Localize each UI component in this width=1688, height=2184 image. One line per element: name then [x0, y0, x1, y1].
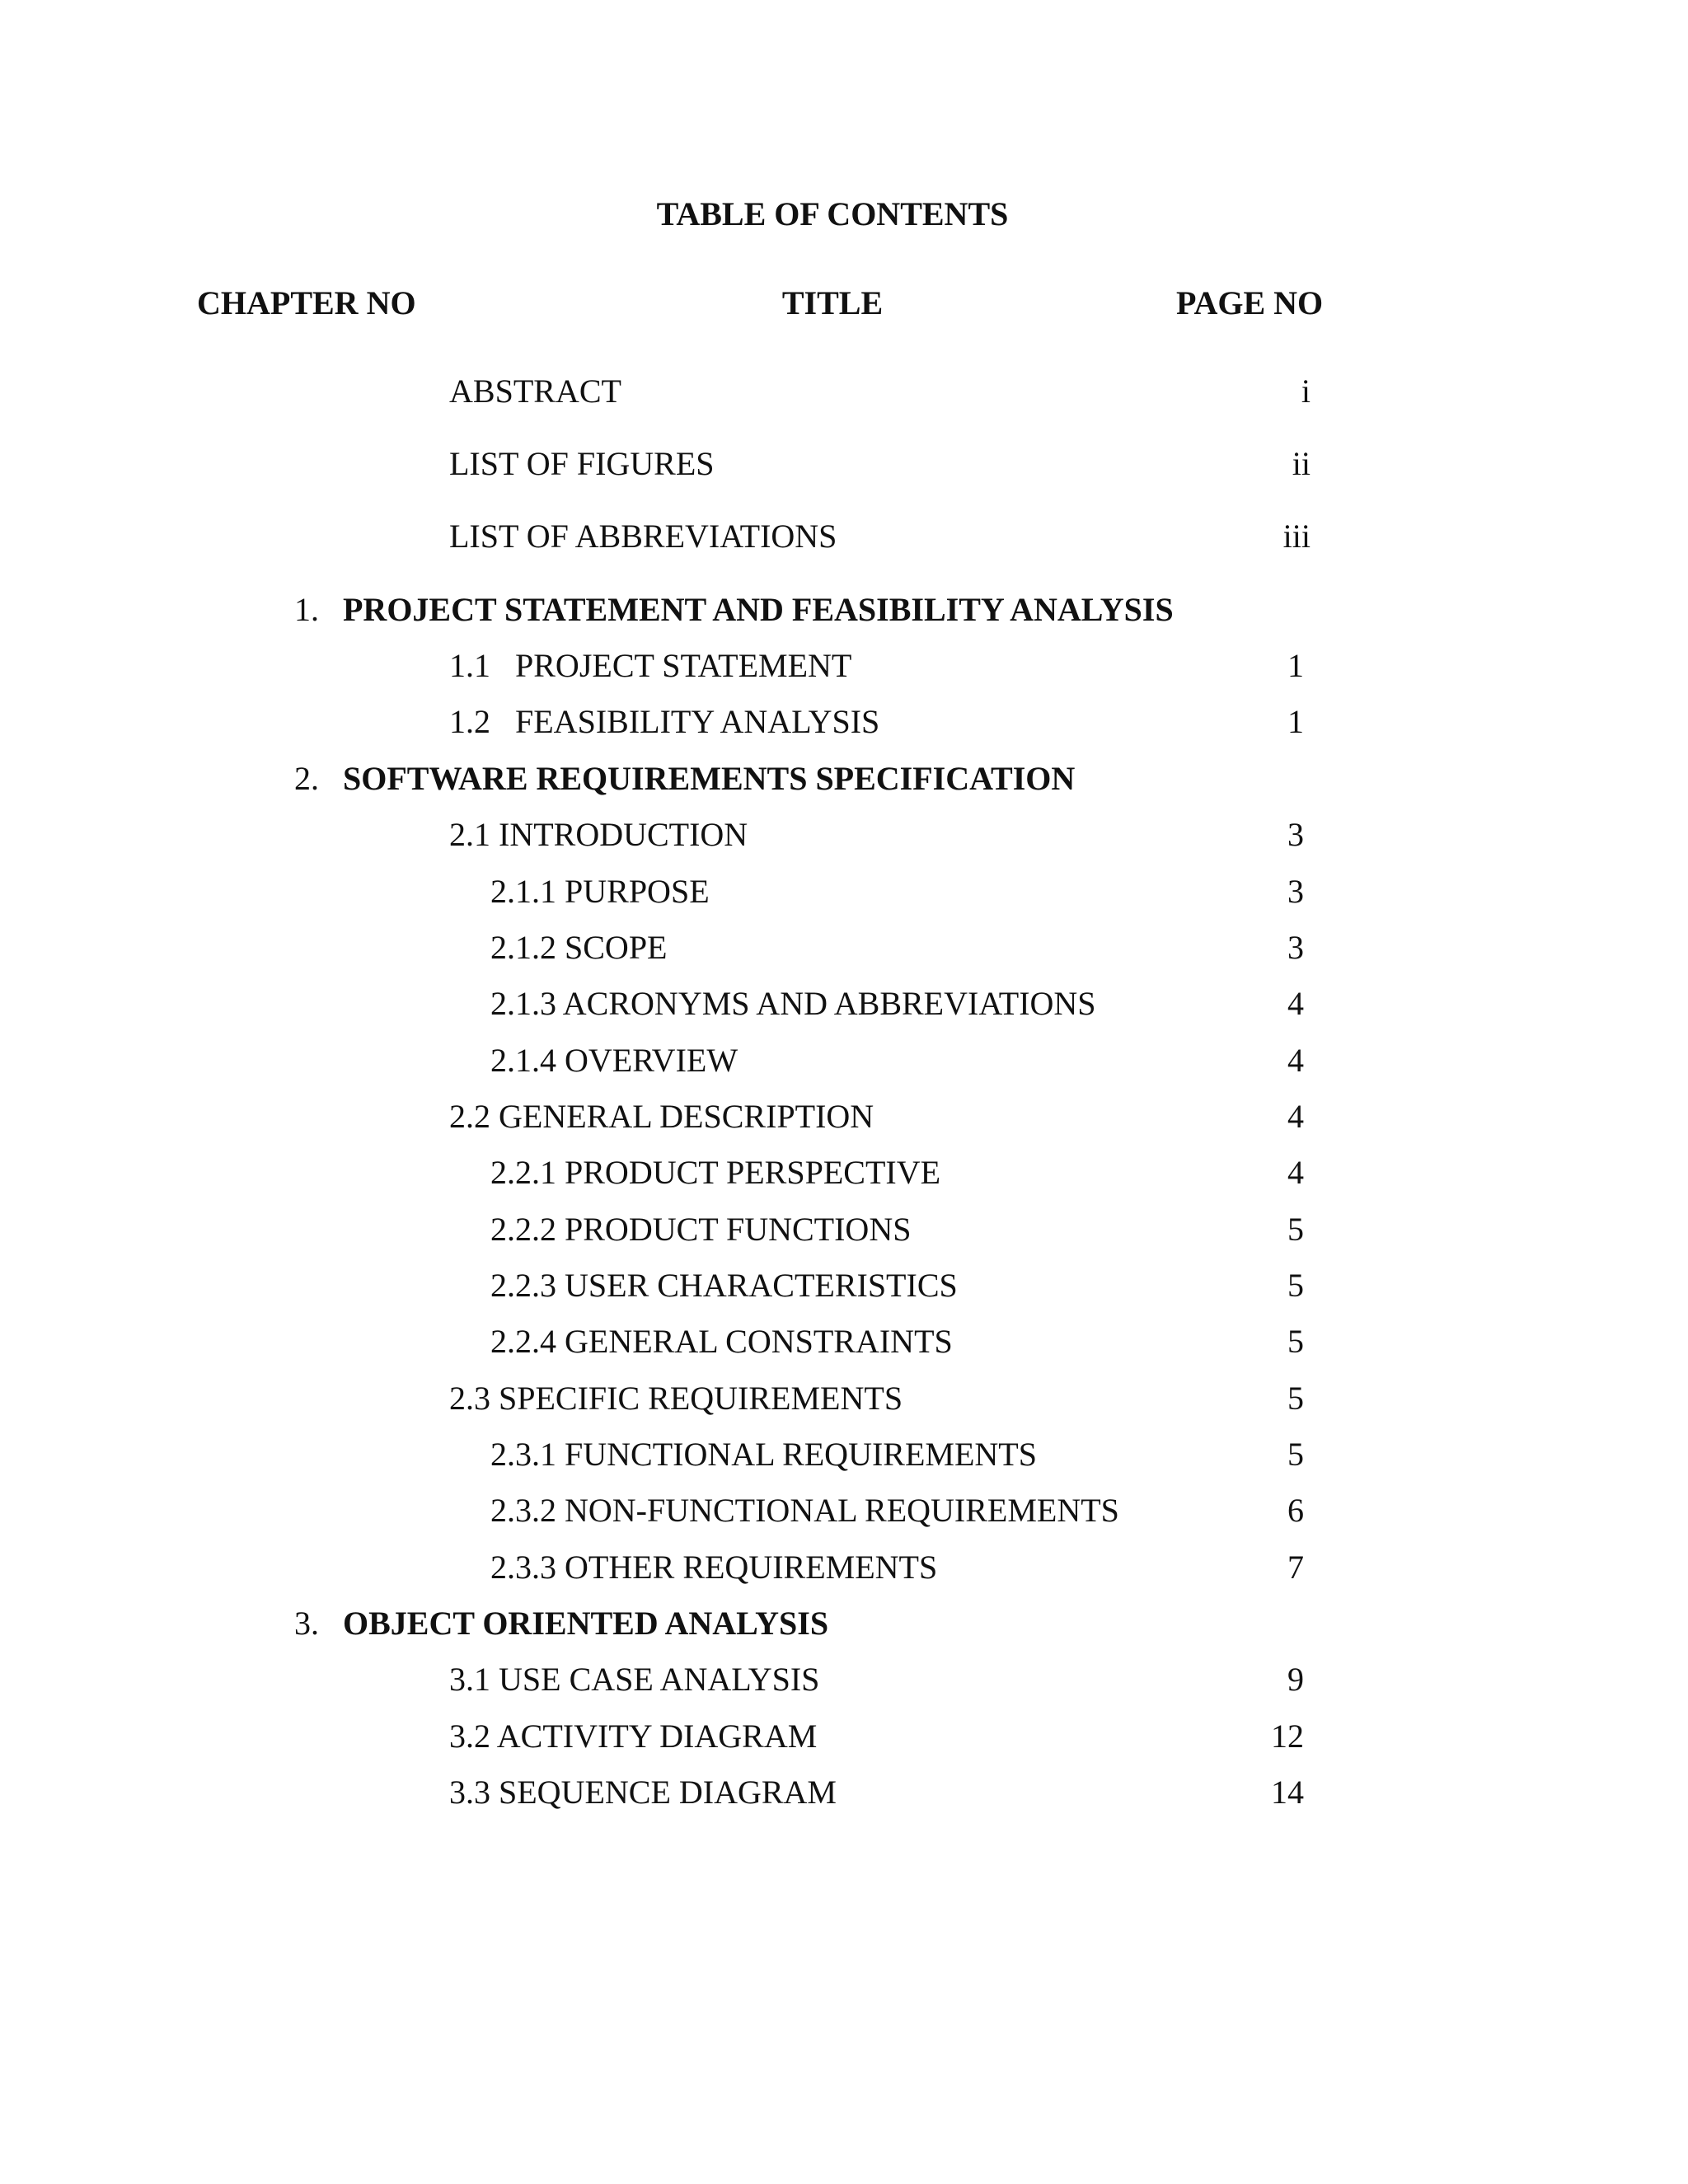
toc-entry-label: 2.2 GENERAL DESCRIPTION	[449, 1098, 874, 1135]
toc-entry-page: 3	[1287, 873, 1304, 910]
toc-entry-page: 3	[1287, 929, 1304, 966]
toc-entry-page: 5	[1287, 1436, 1304, 1473]
toc-entry-page: 5	[1287, 1267, 1304, 1304]
toc-entry-page: 5	[1287, 1380, 1304, 1417]
toc-entry-label: LIST OF ABBREVIATIONS	[449, 518, 837, 555]
toc-entry-label: 3.3 SEQUENCE DIAGRAM	[449, 1774, 837, 1811]
toc-entry-label: 2.3 SPECIFIC REQUIREMENTS	[449, 1380, 903, 1417]
toc-entry-label: 2.1.3 ACRONYMS AND ABBREVIATIONS	[490, 985, 1096, 1022]
header-page-no: PAGE NO	[1176, 284, 1324, 321]
toc-entry-page: 4	[1287, 1042, 1304, 1079]
toc-entry-page: 1	[1287, 703, 1304, 740]
toc-entry-label: 3.1 USE CASE ANALYSIS	[449, 1661, 820, 1698]
toc-entry-label: 1.2 FEASIBILITY ANALYSIS	[449, 703, 880, 740]
toc-entry-label: 3.2 ACTIVITY DIAGRAM	[449, 1718, 818, 1755]
toc-entry-label: 2.1.1 PURPOSE	[490, 873, 710, 910]
toc-entry-page: 5	[1287, 1323, 1304, 1360]
toc-entry-page: 7	[1287, 1549, 1304, 1586]
toc-entry-label: 2.2.3 USER CHARACTERISTICS	[490, 1267, 958, 1304]
toc-entry-label: 2.1.4 OVERVIEW	[490, 1042, 738, 1079]
toc-entry-page: 6	[1287, 1492, 1304, 1529]
toc-entry-label: 1.1 PROJECT STATEMENT	[449, 647, 852, 684]
page-title: TABLE OF CONTENTS	[656, 195, 1009, 232]
toc-entry-page: 4	[1287, 985, 1304, 1022]
header-chapter-no: CHAPTER NO	[197, 284, 416, 321]
toc-entry-label: 2.1 INTRODUCTION	[449, 816, 748, 853]
toc-entry-page: 5	[1287, 1211, 1304, 1248]
chapter-title: PROJECT STATEMENT AND FEASIBILITY ANALYSIS	[343, 591, 1174, 628]
toc-entry-page: 14	[1271, 1774, 1304, 1811]
header-title: TITLE	[781, 284, 884, 321]
toc-entry-label: 2.2.4 GENERAL CONSTRAINTS	[490, 1323, 953, 1360]
toc-entry-page: ii	[1292, 445, 1311, 482]
toc-entry-label: 2.2.1 PRODUCT PERSPECTIVE	[490, 1154, 941, 1191]
chapter-number: 3.	[294, 1605, 319, 1642]
toc-entry-label: LIST OF FIGURES	[449, 445, 715, 482]
toc-entry-label: 2.3.3 OTHER REQUIREMENTS	[490, 1549, 938, 1586]
toc-entry-page: 12	[1271, 1718, 1304, 1755]
toc-entry-page: iii	[1282, 518, 1311, 555]
chapter-number: 1.	[294, 591, 319, 628]
toc-entry-page: 3	[1287, 816, 1304, 853]
toc-entry-label: 2.2.2 PRODUCT FUNCTIONS	[490, 1211, 912, 1248]
toc-entry-page: i	[1301, 373, 1311, 410]
toc-entry-page: 9	[1287, 1661, 1304, 1698]
chapter-title: OBJECT ORIENTED ANALYSIS	[343, 1605, 829, 1642]
toc-entry-label: ABSTRACT	[449, 373, 621, 410]
toc-entry-page: 4	[1287, 1154, 1304, 1191]
toc-entry-page: 1	[1287, 647, 1304, 684]
chapter-title: SOFTWARE REQUIREMENTS SPECIFICATION	[343, 760, 1076, 797]
toc-entry-label: 2.3.2 NON-FUNCTIONAL REQUIREMENTS	[490, 1492, 1119, 1529]
toc-entry-label: 2.1.2 SCOPE	[490, 929, 668, 966]
toc-entry-page: 4	[1287, 1098, 1304, 1135]
chapter-number: 2.	[294, 760, 319, 797]
toc-entry-label: 2.3.1 FUNCTIONAL REQUIREMENTS	[490, 1436, 1037, 1473]
